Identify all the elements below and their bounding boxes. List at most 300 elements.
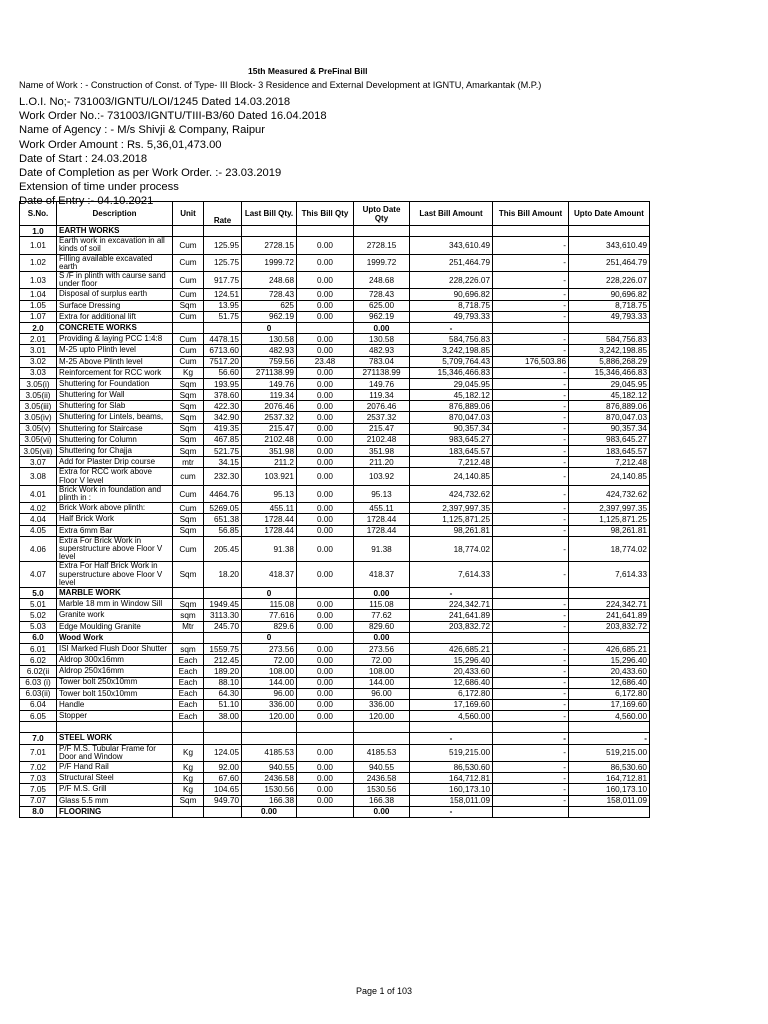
cell-upto-date-amount: - xyxy=(569,733,650,744)
cell-upto-date-qty: 829.60 xyxy=(354,621,410,632)
cell-last-bill-amount: 224,342.71 xyxy=(410,599,493,610)
cell-upto-date-amount: 203,832.72 xyxy=(569,621,650,632)
cell-last-bill-amount: 158,011.09 xyxy=(410,795,493,806)
cell-description: Shuttering for Lintels, beams, xyxy=(57,412,173,423)
cell-this-bill-amount: - xyxy=(493,272,569,289)
cell-sno: 3.05(iv) xyxy=(20,412,57,423)
cell-sno: 4.01 xyxy=(20,485,57,502)
cell-last-bill-amount: 15,296.40 xyxy=(410,655,493,666)
cell-this-bill-amount: - xyxy=(493,744,569,761)
cell-unit: Cum xyxy=(173,503,204,514)
cell-this-bill-amount: - xyxy=(493,795,569,806)
table-row xyxy=(20,434,650,445)
cell-upto-date-amount: 12,686.40 xyxy=(569,677,650,688)
cell-sno: 6.03 (i) xyxy=(20,677,57,688)
cell-unit: Kg xyxy=(173,744,204,761)
cell-sno: 1.01 xyxy=(20,237,57,254)
cell-last-bill-amount: 45,182.12 xyxy=(410,390,493,401)
table-row xyxy=(20,345,650,356)
cell-rate: 13.95 xyxy=(204,300,242,311)
cell-description: Extra For Brick Work in superstructure above Floor V level xyxy=(57,536,173,562)
cell-last-bill-amount: 86,530.60 xyxy=(410,762,493,773)
cell-this-bill-amount xyxy=(493,632,569,643)
cell-description: CONCRETE WORKS xyxy=(57,322,173,333)
section-row xyxy=(20,226,650,237)
cell-description: Surface Dressing xyxy=(57,300,173,311)
cell-sno: 6.03(ii) xyxy=(20,688,57,699)
table-row xyxy=(20,773,650,784)
cell-this-bill-amount: - xyxy=(493,345,569,356)
cell-this-bill-amount: - xyxy=(493,784,569,795)
cell-rate: 125.95 xyxy=(204,237,242,254)
work-order-line: Work Order No.:- 731003/IGNTU/TIII-B3/60 Dated 16.04.2018 xyxy=(19,110,327,123)
cell-rate: 651.38 xyxy=(204,514,242,525)
cell-last-bill-amount: 1,125,871.25 xyxy=(410,514,493,525)
table-row xyxy=(20,356,650,367)
cell-upto-date-amount: 17,169.60 xyxy=(569,699,650,710)
cell-upto-date-qty: 0.00 xyxy=(354,632,410,643)
cell-upto-date-amount: 5,886,268.29 xyxy=(569,356,650,367)
cell-upto-date-qty: 144.00 xyxy=(354,677,410,688)
cell-this-bill-qty: 0.00 xyxy=(297,254,354,271)
cell-upto-date-amount: 426,685.21 xyxy=(569,643,650,654)
cell-this-bill-qty: 0.00 xyxy=(297,621,354,632)
cell-last-bill-amount: - xyxy=(410,588,493,599)
cell-rate xyxy=(204,632,242,643)
cell-unit: Cum xyxy=(173,356,204,367)
cell-unit: Kg xyxy=(173,367,204,378)
table-row xyxy=(20,536,650,562)
cell-sno: 2.0 xyxy=(20,322,57,333)
cell-rate: 6713.60 xyxy=(204,345,242,356)
table-row xyxy=(20,378,650,389)
cell-description: Shuttering for Foundation xyxy=(57,378,173,389)
cell-upto-date-qty: 1530.56 xyxy=(354,784,410,795)
start-date-line: Date of Start : 24.03.2018 xyxy=(19,152,148,165)
cell-this-bill-amount xyxy=(493,722,569,733)
cell-rate xyxy=(204,226,242,237)
cell-this-bill-qty: 0.00 xyxy=(297,643,354,654)
table-row xyxy=(20,311,650,322)
cell-upto-date-qty: 2102.48 xyxy=(354,434,410,445)
cell-sno: 5.01 xyxy=(20,599,57,610)
cell-this-bill-qty: 0.00 xyxy=(297,688,354,699)
cell-last-bill-amount: 20,433.60 xyxy=(410,666,493,677)
cell-this-bill-qty: 0.00 xyxy=(297,423,354,434)
cell-last-bill-qty: 2076.46 xyxy=(242,401,297,412)
cell-rate xyxy=(204,733,242,744)
cell-description: Earth work in excavation in all kinds of soil xyxy=(57,237,173,254)
cell-description: Edge Moulding Granite xyxy=(57,621,173,632)
cell-last-bill-amount: - xyxy=(410,733,493,744)
cell-last-bill-amount: 426,685.21 xyxy=(410,643,493,654)
cell-upto-date-qty: 1999.72 xyxy=(354,254,410,271)
cell-upto-date-amount: 6,172.80 xyxy=(569,688,650,699)
cell-this-bill-amount: - xyxy=(493,655,569,666)
table-row xyxy=(20,621,650,632)
cell-last-bill-qty: 1530.56 xyxy=(242,784,297,795)
entry-date-line: Date of Entry :- 04.10.2021 xyxy=(19,195,154,208)
cell-last-bill-amount: 876,889.06 xyxy=(410,401,493,412)
cell-last-bill-qty: 336.00 xyxy=(242,699,297,710)
cell-this-bill-amount xyxy=(493,588,569,599)
cell-last-bill-qty: 215.47 xyxy=(242,423,297,434)
table-row xyxy=(20,599,650,610)
cell-upto-date-amount: 519,215.00 xyxy=(569,744,650,761)
cell-upto-date-qty: 108.00 xyxy=(354,666,410,677)
cell-unit xyxy=(173,322,204,333)
cell-this-bill-amount: - xyxy=(493,334,569,345)
cell-upto-date-amount: 164,712.81 xyxy=(569,773,650,784)
cell-this-bill-amount: - xyxy=(493,610,569,621)
cell-this-bill-amount: - xyxy=(493,525,569,536)
cell-rate: 38.00 xyxy=(204,711,242,722)
cell-this-bill-amount: - xyxy=(493,762,569,773)
cell-sno: 5.0 xyxy=(20,588,57,599)
col-header-rate: Rate xyxy=(204,202,242,226)
cell-last-bill-amount: 203,832.72 xyxy=(410,621,493,632)
table-row xyxy=(20,795,650,806)
cell-sno: 1.02 xyxy=(20,254,57,271)
cell-description: Extra 6mm Bar xyxy=(57,525,173,536)
cell-rate: 232.30 xyxy=(204,468,242,485)
cell-unit: Each xyxy=(173,699,204,710)
cell-unit: Sqm xyxy=(173,378,204,389)
cell-this-bill-qty: 0.00 xyxy=(297,412,354,423)
cell-last-bill-qty: 103.921 xyxy=(242,468,297,485)
cell-upto-date-qty: 130.58 xyxy=(354,334,410,345)
cell-upto-date-amount: 98,261.81 xyxy=(569,525,650,536)
cell-rate: 467.85 xyxy=(204,434,242,445)
cell-unit: Cum xyxy=(173,536,204,562)
cell-last-bill-amount: 519,215.00 xyxy=(410,744,493,761)
cell-upto-date-amount: 2,397,997.35 xyxy=(569,503,650,514)
cell-this-bill-amount: - xyxy=(493,401,569,412)
cell-sno: 3.03 xyxy=(20,367,57,378)
table-row xyxy=(20,390,650,401)
cell-unit: mtr xyxy=(173,457,204,468)
cell-unit: Sqm xyxy=(173,562,204,588)
cell-unit: Sqm xyxy=(173,423,204,434)
table-row xyxy=(20,289,650,300)
cell-this-bill-qty: 0.00 xyxy=(297,468,354,485)
bill-table xyxy=(19,201,650,818)
cell-description: Extra for RCC work above Floor V level xyxy=(57,468,173,485)
cell-sno: 7.05 xyxy=(20,784,57,795)
col-header-this-bill-qty: This Bill Qty xyxy=(297,202,354,226)
table-row xyxy=(20,423,650,434)
table-row xyxy=(20,468,650,485)
table-row xyxy=(20,334,650,345)
cell-rate: 949.70 xyxy=(204,795,242,806)
cell-this-bill-qty: 0.00 xyxy=(297,345,354,356)
cell-rate: 18.20 xyxy=(204,562,242,588)
cell-last-bill-qty: 72.00 xyxy=(242,655,297,666)
cell-this-bill-qty: 0.00 xyxy=(297,699,354,710)
cell-this-bill-qty xyxy=(297,322,354,333)
cell-upto-date-qty: 95.13 xyxy=(354,485,410,502)
cell-this-bill-qty xyxy=(297,806,354,817)
cell-upto-date-qty xyxy=(354,733,410,744)
cell-sno: 1.0 xyxy=(20,226,57,237)
cell-this-bill-amount: - xyxy=(493,446,569,457)
cell-sno: 6.01 xyxy=(20,643,57,654)
table-row xyxy=(20,412,650,423)
cell-description: Handle xyxy=(57,699,173,710)
cell-rate: 342.90 xyxy=(204,412,242,423)
cell-upto-date-qty: 625.00 xyxy=(354,300,410,311)
cell-sno: 3.05(v) xyxy=(20,423,57,434)
section-row xyxy=(20,632,650,643)
cell-last-bill-amount: 24,140.85 xyxy=(410,468,493,485)
table-row xyxy=(20,300,650,311)
cell-rate: 245.70 xyxy=(204,621,242,632)
cell-rate: 92.00 xyxy=(204,762,242,773)
cell-rate: 4464.76 xyxy=(204,485,242,502)
cell-upto-date-qty xyxy=(354,722,410,733)
cell-description: Structural Steel xyxy=(57,773,173,784)
cell-upto-date-qty: 0.00 xyxy=(354,806,410,817)
cell-upto-date-qty: 1728.44 xyxy=(354,514,410,525)
cell-unit: Each xyxy=(173,711,204,722)
cell-this-bill-amount: - xyxy=(493,434,569,445)
cell-sno: 6.04 xyxy=(20,699,57,710)
cell-last-bill-qty: 962.19 xyxy=(242,311,297,322)
cell-sno: 6.0 xyxy=(20,632,57,643)
cell-this-bill-qty: 0.00 xyxy=(297,795,354,806)
cell-last-bill-qty: 166.38 xyxy=(242,795,297,806)
cell-rate: 193.95 xyxy=(204,378,242,389)
cell-last-bill-qty: 130.58 xyxy=(242,334,297,345)
cell-this-bill-amount: - xyxy=(493,514,569,525)
cell-rate: 56.60 xyxy=(204,367,242,378)
cell-last-bill-amount: 3,242,198.85 xyxy=(410,345,493,356)
cell-unit: Kg xyxy=(173,773,204,784)
cell-unit xyxy=(173,226,204,237)
cell-description: M-25 upto Plinth level xyxy=(57,345,173,356)
loi-line: L.O.I. No;- 731003/IGNTU/LOI/1245 Dated 14.03.2018 xyxy=(19,96,291,108)
cell-rate xyxy=(204,322,242,333)
cell-this-bill-amount: - xyxy=(493,390,569,401)
cell-sno: 3.05(iii) xyxy=(20,401,57,412)
cell-unit xyxy=(173,588,204,599)
section-row xyxy=(20,806,650,817)
cell-upto-date-amount: 983,645.27 xyxy=(569,434,650,445)
cell-last-bill-amount: 424,732.62 xyxy=(410,485,493,502)
cell-upto-date-amount: 160,173.10 xyxy=(569,784,650,795)
cell-description: Extra for additional lift xyxy=(57,311,173,322)
cell-unit: Sqm xyxy=(173,390,204,401)
cell-sno: 2.01 xyxy=(20,334,57,345)
cell-unit: Sqm xyxy=(173,434,204,445)
cell-last-bill-amount: 90,696.82 xyxy=(410,289,493,300)
table-row xyxy=(20,655,650,666)
cell-sno: 5.03 xyxy=(20,621,57,632)
cell-unit: Cum xyxy=(173,289,204,300)
cell-upto-date-amount: 29,045.95 xyxy=(569,378,650,389)
cell-upto-date-amount: 86,530.60 xyxy=(569,762,650,773)
cell-this-bill-qty: 0.00 xyxy=(297,311,354,322)
cell-upto-date-qty: 91.38 xyxy=(354,536,410,562)
cell-last-bill-qty: 1999.72 xyxy=(242,254,297,271)
cell-upto-date-qty: 0.00 xyxy=(354,588,410,599)
cell-this-bill-amount: - xyxy=(493,378,569,389)
cell-unit: Each xyxy=(173,688,204,699)
col-header-upto-date-qty: Upto Date Qty xyxy=(354,202,410,226)
cell-description: Marble 18 mm in Window Sill xyxy=(57,599,173,610)
cell-sno xyxy=(20,722,57,733)
table-row xyxy=(20,457,650,468)
cell-last-bill-qty: 1728.44 xyxy=(242,514,297,525)
cell-sno: 1.03 xyxy=(20,272,57,289)
cell-this-bill-amount: - xyxy=(493,711,569,722)
cell-sno: 4.05 xyxy=(20,525,57,536)
cell-last-bill-amount: 164,712.81 xyxy=(410,773,493,784)
table-header-row xyxy=(20,202,650,226)
cell-last-bill-qty: 211.2 xyxy=(242,457,297,468)
cell-this-bill-amount: - xyxy=(493,237,569,254)
cell-unit xyxy=(173,722,204,733)
cell-upto-date-amount: 158,011.09 xyxy=(569,795,650,806)
cell-this-bill-qty: 0.00 xyxy=(297,289,354,300)
cell-unit: Cum xyxy=(173,254,204,271)
cell-last-bill-amount: 8,718.75 xyxy=(410,300,493,311)
cell-this-bill-amount: - xyxy=(493,677,569,688)
cell-sno: 3.05(vii) xyxy=(20,446,57,457)
cell-this-bill-qty: 0.00 xyxy=(297,677,354,688)
cell-upto-date-qty: 248.68 xyxy=(354,272,410,289)
cell-last-bill-amount: 90,357.34 xyxy=(410,423,493,434)
cell-last-bill-amount xyxy=(410,226,493,237)
cell-upto-date-amount: 183,645.57 xyxy=(569,446,650,457)
cell-upto-date-amount xyxy=(569,632,650,643)
cell-this-bill-amount: - xyxy=(493,599,569,610)
cell-this-bill-amount: - xyxy=(493,621,569,632)
cell-this-bill-amount: - xyxy=(493,485,569,502)
cell-rate: 56.85 xyxy=(204,525,242,536)
cell-upto-date-qty: 115.08 xyxy=(354,599,410,610)
cell-last-bill-amount xyxy=(410,632,493,643)
cell-rate xyxy=(204,722,242,733)
cell-this-bill-qty: 0.00 xyxy=(297,367,354,378)
table-row xyxy=(20,401,650,412)
section-row xyxy=(20,733,650,744)
cell-upto-date-qty: 2728.15 xyxy=(354,237,410,254)
cell-unit: cum xyxy=(173,468,204,485)
cell-this-bill-amount: - xyxy=(493,300,569,311)
cell-upto-date-amount: 18,774.02 xyxy=(569,536,650,562)
bill-table-body xyxy=(20,226,650,818)
cell-sno: 4.06 xyxy=(20,536,57,562)
table-row xyxy=(20,446,650,457)
cell-description: MARBLE WORK xyxy=(57,588,173,599)
cell-upto-date-amount xyxy=(569,322,650,333)
cell-last-bill-amount: 7,212.48 xyxy=(410,457,493,468)
cell-upto-date-amount: 45,182.12 xyxy=(569,390,650,401)
cell-this-bill-qty: 0.00 xyxy=(297,334,354,345)
cell-last-bill-amount: 4,560.00 xyxy=(410,711,493,722)
cell-description: ISI Marked Flush Door Shutter xyxy=(57,643,173,654)
cell-description: Providing & laying PCC 1:4:8 xyxy=(57,334,173,345)
cell-last-bill-qty: 273.56 xyxy=(242,643,297,654)
cell-upto-date-qty: 215.47 xyxy=(354,423,410,434)
col-header-sno: S.No. xyxy=(20,202,57,226)
cell-last-bill-amount: 584,756.83 xyxy=(410,334,493,345)
cell-this-bill-amount: - xyxy=(493,468,569,485)
cell-last-bill-qty: 0 xyxy=(242,588,297,599)
cell-rate: 917.75 xyxy=(204,272,242,289)
cell-rate: 64.30 xyxy=(204,688,242,699)
table-row xyxy=(20,525,650,536)
cell-this-bill-amount: - xyxy=(493,503,569,514)
cell-rate: 189.20 xyxy=(204,666,242,677)
cell-rate: 419.35 xyxy=(204,423,242,434)
cell-unit: Sqm xyxy=(173,300,204,311)
cell-upto-date-qty: 96.00 xyxy=(354,688,410,699)
cell-description: Shuttering for Chajja xyxy=(57,446,173,457)
cell-upto-date-amount: 7,212.48 xyxy=(569,457,650,468)
cell-rate: 3113.30 xyxy=(204,610,242,621)
cell-upto-date-amount: 3,242,198.85 xyxy=(569,345,650,356)
cell-unit: Sqm xyxy=(173,446,204,457)
table-row xyxy=(20,610,650,621)
cell-last-bill-qty: 940.55 xyxy=(242,762,297,773)
cell-this-bill-qty: 0.00 xyxy=(297,784,354,795)
cell-last-bill-qty: 728.43 xyxy=(242,289,297,300)
cell-sno: 7.01 xyxy=(20,744,57,761)
cell-this-bill-qty xyxy=(297,632,354,643)
cell-this-bill-qty: 0.00 xyxy=(297,773,354,784)
cell-unit xyxy=(173,632,204,643)
cell-description: Disposal of surplus earth xyxy=(57,289,173,300)
cell-last-bill-amount: 251,464.79 xyxy=(410,254,493,271)
cell-description: Aldrop 300x16mm xyxy=(57,655,173,666)
cell-last-bill-amount: 6,172.80 xyxy=(410,688,493,699)
cell-description: Reinforcement for RCC work xyxy=(57,367,173,378)
cell-this-bill-qty: 0.00 xyxy=(297,434,354,445)
cell-rate: 51.75 xyxy=(204,311,242,322)
cell-last-bill-qty: 0 xyxy=(242,322,297,333)
cell-upto-date-amount: 424,732.62 xyxy=(569,485,650,502)
cell-this-bill-qty: 0.00 xyxy=(297,514,354,525)
cell-upto-date-qty: 211.20 xyxy=(354,457,410,468)
cell-unit: Each xyxy=(173,655,204,666)
cell-description: P/F M.S. Grill xyxy=(57,784,173,795)
cell-sno: 6.02 xyxy=(20,655,57,666)
cell-this-bill-qty: 0.00 xyxy=(297,272,354,289)
table-row xyxy=(20,762,650,773)
cell-upto-date-amount: 90,696.82 xyxy=(569,289,650,300)
cell-last-bill-amount: 5,709,764.43 xyxy=(410,356,493,367)
cell-this-bill-qty xyxy=(297,733,354,744)
cell-description: P/F M.S. Tubular Frame for Door and Window xyxy=(57,744,173,761)
cell-this-bill-amount: - xyxy=(493,666,569,677)
cell-upto-date-amount xyxy=(569,722,650,733)
cell-unit: Sqm xyxy=(173,795,204,806)
cell-last-bill-qty: 455.11 xyxy=(242,503,297,514)
cell-this-bill-amount: - xyxy=(493,562,569,588)
cell-this-bill-qty: 0.00 xyxy=(297,610,354,621)
cell-upto-date-qty: 271138.99 xyxy=(354,367,410,378)
cell-this-bill-qty: 0.00 xyxy=(297,446,354,457)
cell-this-bill-amount: - xyxy=(493,699,569,710)
cell-sno: 3.05(ii) xyxy=(20,390,57,401)
cell-description: Aldrop 250x16mm xyxy=(57,666,173,677)
cell-sno: 6.02(ii xyxy=(20,666,57,677)
cell-last-bill-amount xyxy=(410,722,493,733)
cell-upto-date-qty: 940.55 xyxy=(354,762,410,773)
cell-this-bill-qty: 0.00 xyxy=(297,599,354,610)
